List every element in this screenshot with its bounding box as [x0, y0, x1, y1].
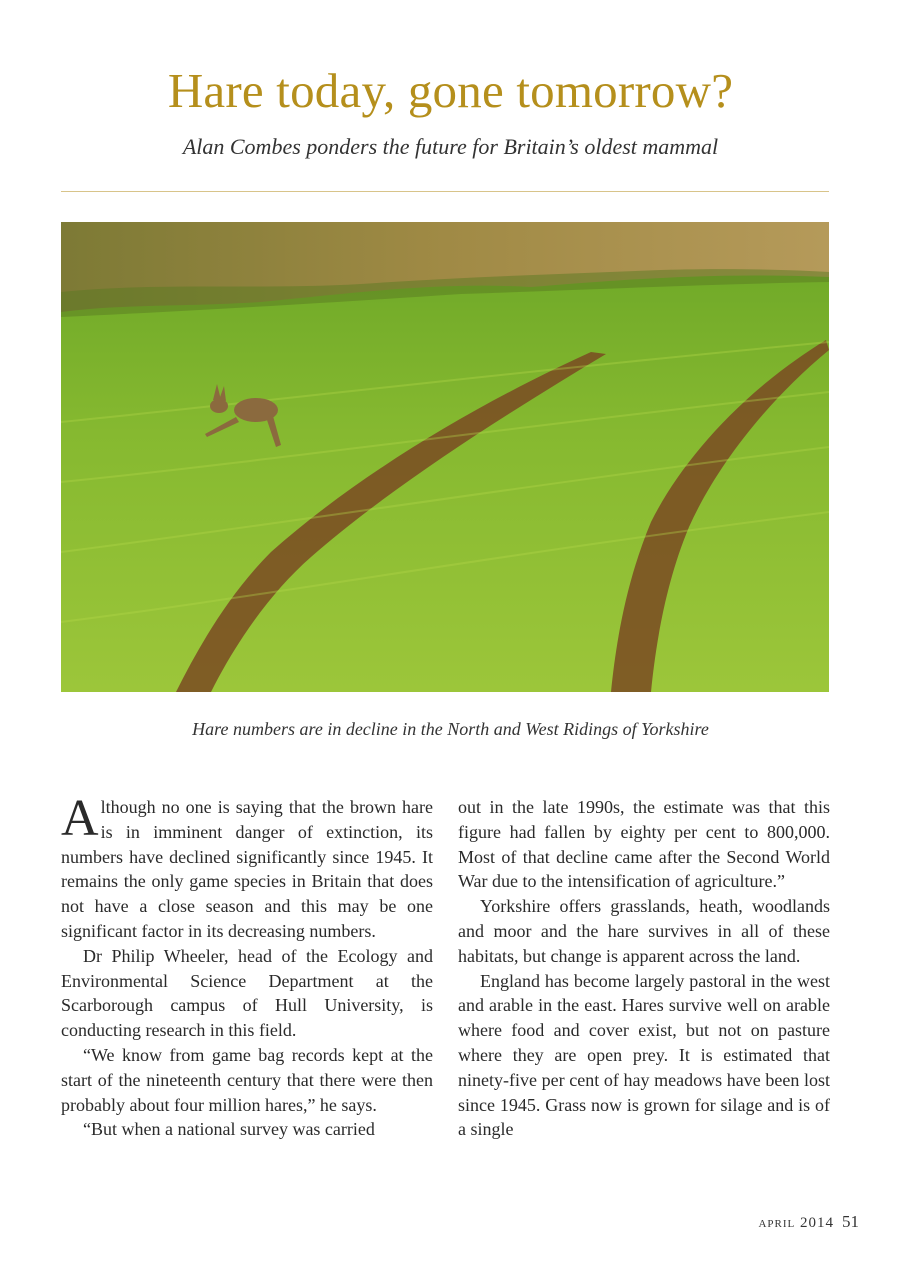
drop-cap: A: [61, 790, 99, 847]
title-divider: [61, 191, 829, 192]
paragraph: England has become largely pastoral in the west and arable in the east. Hares survive well on arable where food and cover exist, but not on pasture where they are open prey. It is estimated that ninety-five per cent of hay meadows have been lost since 1945. Grass now is grown for silage and is of a single: [458, 970, 830, 1140]
paragraph: “We know from game bag records kept at the start of the nineteenth century that there were then probably about four million hares,” he says.: [61, 1044, 433, 1115]
page-footer: [758, 1212, 859, 1232]
issue-date: april 2014: [758, 1215, 834, 1231]
paragraph-text: lthough no one is saying that the brown hare is in imminent danger of extinction, its numbers have declined significantly since 1945. It remains the only game species in Britain that does not have a close season and this may be one significant factor in its decreasing numbers.: [61, 797, 433, 941]
paragraph: out in the late 1990s, the estimate was that this figure had fallen by eighty per cent to 800,000. Most of that decline came after the Second World War due to the intensification of agriculture.”: [458, 797, 830, 892]
body-column-right: [458, 795, 830, 1142]
paragraph: Yorkshire offers grasslands, heath, woodlands and moor and the hare survives in all of these habitats, but change is apparent across the land.: [458, 896, 830, 966]
hare-field-photo: [61, 222, 829, 692]
page-number: 51: [842, 1212, 859, 1231]
paragraph: [61, 790, 433, 944]
paragraph: “But when a national survey was carried: [83, 1119, 375, 1140]
body-column-left: [61, 790, 433, 1142]
photo-caption: Hare numbers are in decline in the North and West Ridings of Yorkshire: [192, 719, 709, 739]
article-title: Hare today, gone tomorrow?: [167, 63, 734, 118]
paragraph: Dr Philip Wheeler, head of the Ecology and Environmental Science Department at the Scarborough campus of Hull University, is conducting research in this field.: [61, 945, 433, 1041]
article-subtitle: Alan Combes ponders the future for Britain’s oldest mammal: [182, 134, 719, 159]
